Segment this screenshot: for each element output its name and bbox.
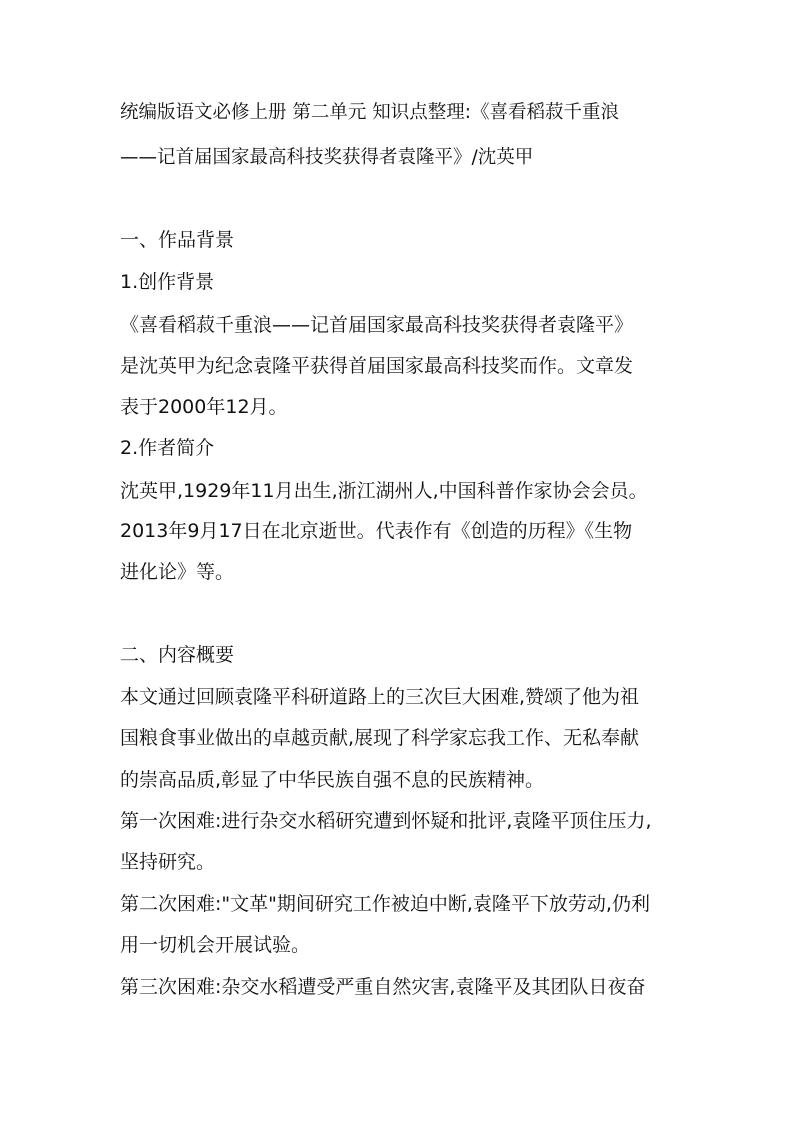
paragraph-line: 用一切机会开展试验。	[120, 934, 311, 956]
paragraph-line: 表于2000年12月。	[120, 396, 288, 418]
paragraph-line: 第三次困难:杂交水稻遭受严重自然灾害,袁隆平及其团队日夜奋	[120, 976, 646, 998]
paragraph-line: 2013年9月17日在北京逝世。代表作有《创造的历程》《生物	[120, 520, 633, 542]
subsection-2-heading: 2.作者简介	[120, 437, 215, 459]
paragraph-line: 国粮食事业做出的卓越贡献,展现了科学家忘我工作、无私奉献	[120, 727, 640, 749]
section-2-heading: 二、内容概要	[120, 644, 235, 666]
section-1-heading: 一、作品背景	[120, 229, 235, 251]
paragraph-line: 本文通过回顾袁隆平科研道路上的三次巨大困难,赞颂了他为祖	[120, 686, 640, 708]
title-line-1: 统编版语文必修上册 第二单元 知识点整理:《喜看稻菽千重浪	[120, 102, 619, 123]
paragraph-line: 进化论》等。	[120, 561, 235, 583]
paragraph-line: 《喜看稻菽千重浪——记首届国家最高科技奖获得者袁隆平》	[120, 314, 634, 336]
paragraph-line: 是沈英甲为纪念袁隆平获得首届国家最高科技奖而作。文章发	[120, 355, 634, 377]
paragraph-line: 沈英甲,1929年11月出生,浙江湖州人,中国科普作家协会会员。	[120, 480, 648, 502]
paragraph-line: 坚持研究。	[120, 851, 216, 873]
paragraph-line: 第二次困难:"文革"期间研究工作被迫中断,袁隆平下放劳动,仍利	[120, 893, 650, 915]
paragraph-line: 第一次困难:进行杂交水稻研究遭到怀疑和批评,袁隆平顶住压力,	[120, 810, 652, 832]
subsection-1-heading: 1.创作背景	[120, 271, 215, 293]
title-line-2: ——记首届国家最高科技奖获得者袁隆平》/沈英甲	[120, 147, 534, 168]
paragraph-line: 的崇高品质,彰显了中华民族自强不息的民族精神。	[120, 769, 545, 791]
